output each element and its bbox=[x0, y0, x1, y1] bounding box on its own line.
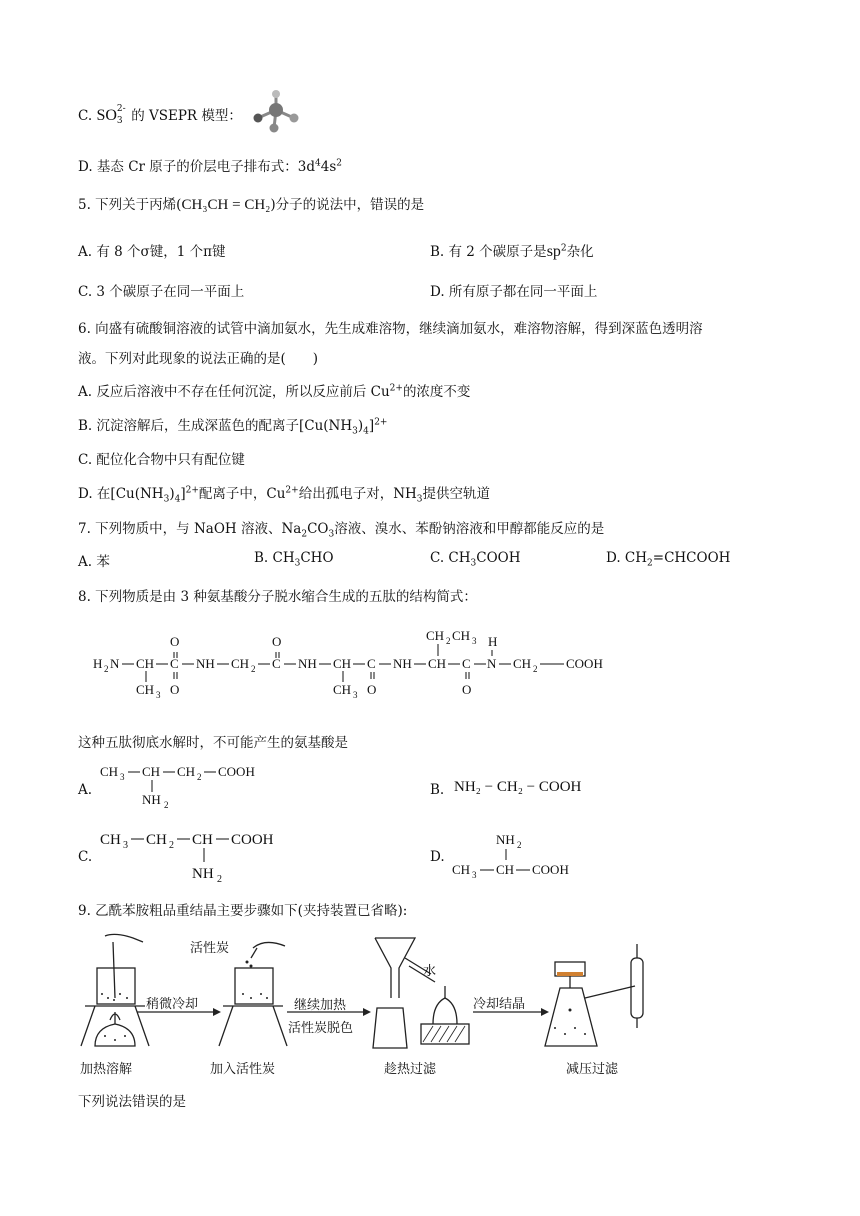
q8-option-a-label: A. bbox=[78, 782, 93, 798]
svg-text:2: 2 bbox=[446, 636, 451, 646]
svg-text:CH: CH bbox=[146, 832, 167, 848]
svg-text:CH: CH bbox=[100, 832, 121, 848]
svg-text:NH: NH bbox=[496, 832, 515, 847]
svg-text:NH: NH bbox=[393, 656, 412, 671]
svg-text:CH: CH bbox=[231, 656, 250, 671]
svg-text:O: O bbox=[170, 682, 180, 697]
q8-option-b-formula: NH₂ − CH₂ − COOH bbox=[454, 779, 582, 795]
q5-option-a: A. 有 8 个σ键，1 个π键 bbox=[78, 244, 226, 260]
svg-text:CH: CH bbox=[192, 832, 213, 848]
svg-text:3: 3 bbox=[472, 636, 477, 646]
svg-text:3: 3 bbox=[120, 772, 125, 782]
svg-text:2: 2 bbox=[197, 772, 202, 782]
svg-text:2: 2 bbox=[169, 840, 174, 851]
q6-option-c: C. 配位化合物中只有配位键 bbox=[78, 452, 245, 468]
pentapeptide-structure bbox=[90, 622, 630, 704]
q7-option-d: D. $CH_2=CHCOOH$ bbox=[606, 550, 731, 569]
svg-text:2: 2 bbox=[164, 800, 169, 810]
q6-option-a: A. 反应后溶液中不存在任何沉淀，所以反应前后 $Cu^{2+}$的浓度不变 bbox=[78, 383, 471, 400]
svg-text:COOH: COOH bbox=[532, 862, 569, 877]
q9-label-water: 水 bbox=[423, 964, 437, 979]
svg-text:CH: CH bbox=[426, 628, 445, 643]
svg-text:NH: NH bbox=[196, 656, 215, 671]
q9-step1-label: 加热溶解 bbox=[80, 1062, 133, 1077]
svg-text:2: 2 bbox=[533, 664, 538, 674]
svg-text:CH: CH bbox=[100, 764, 119, 779]
q7-option-b: B. $CH_3CHO$ bbox=[254, 550, 334, 569]
q6-option-b: B. 沉淀溶解后，生成深蓝色的配离子$[Cu(NH_3)_4]^{2+}$ bbox=[78, 417, 388, 437]
svg-text:O: O bbox=[367, 682, 377, 697]
svg-text:2: 2 bbox=[104, 664, 109, 674]
q9-arrow3-label: 冷却结晶 bbox=[473, 997, 526, 1012]
svg-text:NH: NH bbox=[298, 656, 317, 671]
svg-text:CH: CH bbox=[333, 656, 352, 671]
svg-text:C: C bbox=[367, 656, 376, 671]
svg-text:3: 3 bbox=[123, 840, 128, 851]
svg-text:H: H bbox=[93, 656, 103, 671]
q9-arrow2-label-bottom: 活性炭脱色 bbox=[288, 1021, 354, 1036]
q6-stem-line1: 6. 向盛有硫酸铜溶液的试管中滴加氨水，先生成难溶物，继续滴加氨水，难溶物溶解，得到深蓝色透明溶 bbox=[78, 321, 703, 337]
svg-text:CH: CH bbox=[136, 682, 155, 697]
q8-option-d-label: D. bbox=[430, 849, 445, 865]
q7-option-a: A. 苯 bbox=[78, 554, 110, 570]
q9-label-charcoal: 活性炭 bbox=[190, 941, 230, 956]
svg-text:C: C bbox=[272, 656, 281, 671]
q8-follow-text: 这种五肽彻底水解时，不可能产生的氨基酸是 bbox=[78, 735, 348, 751]
q5-option-b: B. 有 2 个碳原子是$sp^2$杂化 bbox=[430, 243, 594, 260]
svg-text:CH: CH bbox=[452, 862, 471, 877]
q8-option-c-structure bbox=[98, 826, 298, 884]
q4-option-c: C. SO 2- 3 的 VSEPR 模型： bbox=[78, 104, 242, 126]
q8-option-d-structure bbox=[450, 826, 590, 882]
q7-option-c: C. $CH_3COOH$ bbox=[430, 550, 521, 569]
svg-text:2: 2 bbox=[217, 874, 222, 884]
svg-text:CH: CH bbox=[177, 764, 196, 779]
svg-text:COOH: COOH bbox=[218, 764, 255, 779]
svg-text:CH: CH bbox=[333, 682, 352, 697]
q9-step2-label: 加入活性炭 bbox=[210, 1062, 276, 1077]
svg-text:CH: CH bbox=[142, 764, 161, 779]
svg-text:O: O bbox=[462, 682, 472, 697]
svg-text:NH: NH bbox=[142, 792, 161, 807]
q8-option-a-structure bbox=[98, 760, 278, 812]
q9-step3-label: 趁热过滤 bbox=[384, 1062, 437, 1077]
q5-option-d: D. 所有原子都在同一平面上 bbox=[430, 284, 598, 300]
svg-text:2: 2 bbox=[251, 664, 256, 674]
svg-text:NH: NH bbox=[192, 866, 214, 882]
svg-text:CH: CH bbox=[513, 656, 532, 671]
q8-option-b-label: B. bbox=[430, 782, 445, 798]
vsepr-model-image bbox=[248, 88, 306, 138]
q9-follow-text: 下列说法错误的是 bbox=[78, 1094, 186, 1110]
q8-stem: 8. 下列物质是由 3 种氨基酸分子脱水缩合生成的五肽的结构简式： bbox=[78, 589, 477, 605]
q9-arrow2-label-top: 继续加热 bbox=[294, 998, 347, 1013]
svg-text:2: 2 bbox=[517, 840, 522, 850]
q9-stem: 9. 乙酰苯胺粗品重结晶主要步骤如下(夹持装置已省略): bbox=[78, 903, 408, 919]
svg-text:CH: CH bbox=[496, 862, 515, 877]
svg-text:O: O bbox=[170, 634, 180, 649]
q8-option-c-label: C. bbox=[78, 849, 93, 865]
svg-text:C: C bbox=[170, 656, 179, 671]
svg-text:CH: CH bbox=[428, 656, 447, 671]
q7-stem: 7. 下列物质中，与 NaOH 溶液、$Na_2CO_3$溶液、溴水、苯酚钠溶液和甲醇都能反应的是 bbox=[78, 521, 605, 540]
svg-text:CH: CH bbox=[136, 656, 155, 671]
svg-text:3: 3 bbox=[353, 690, 358, 700]
svg-text:3: 3 bbox=[156, 690, 161, 700]
svg-text:N: N bbox=[110, 656, 120, 671]
q6-stem-line2: 液。下列对此现象的说法正确的是( ) bbox=[78, 351, 319, 367]
q4-option-d: D. 基态 Cr 原子的价层电子排布式：$3d^44s^2$ bbox=[78, 158, 343, 175]
svg-text:C: C bbox=[462, 656, 471, 671]
svg-text:COOH: COOH bbox=[231, 832, 274, 848]
svg-text:COOH: COOH bbox=[566, 656, 603, 671]
svg-text:CH: CH bbox=[452, 628, 471, 643]
q6-option-d: D. 在$[Cu(NH_3)_4]^{2+}$配离子中，$Cu^{2+}$给出孤电子对，$NH_3$提供空轨道 bbox=[78, 485, 491, 505]
svg-text:O: O bbox=[272, 634, 282, 649]
svg-text:H: H bbox=[488, 634, 498, 649]
svg-text:3: 3 bbox=[472, 870, 477, 880]
q9-arrow1-label: 稍微冷却 bbox=[146, 997, 199, 1012]
q9-step4-label: 减压过滤 bbox=[566, 1062, 619, 1077]
q5-stem: 5. 下列关于丙烯(CH₃CH = CH₂)分子的说法中，错误的是 bbox=[78, 197, 425, 213]
svg-text:N: N bbox=[487, 656, 497, 671]
q5-option-c: C. 3 个碳原子在同一平面上 bbox=[78, 284, 245, 300]
